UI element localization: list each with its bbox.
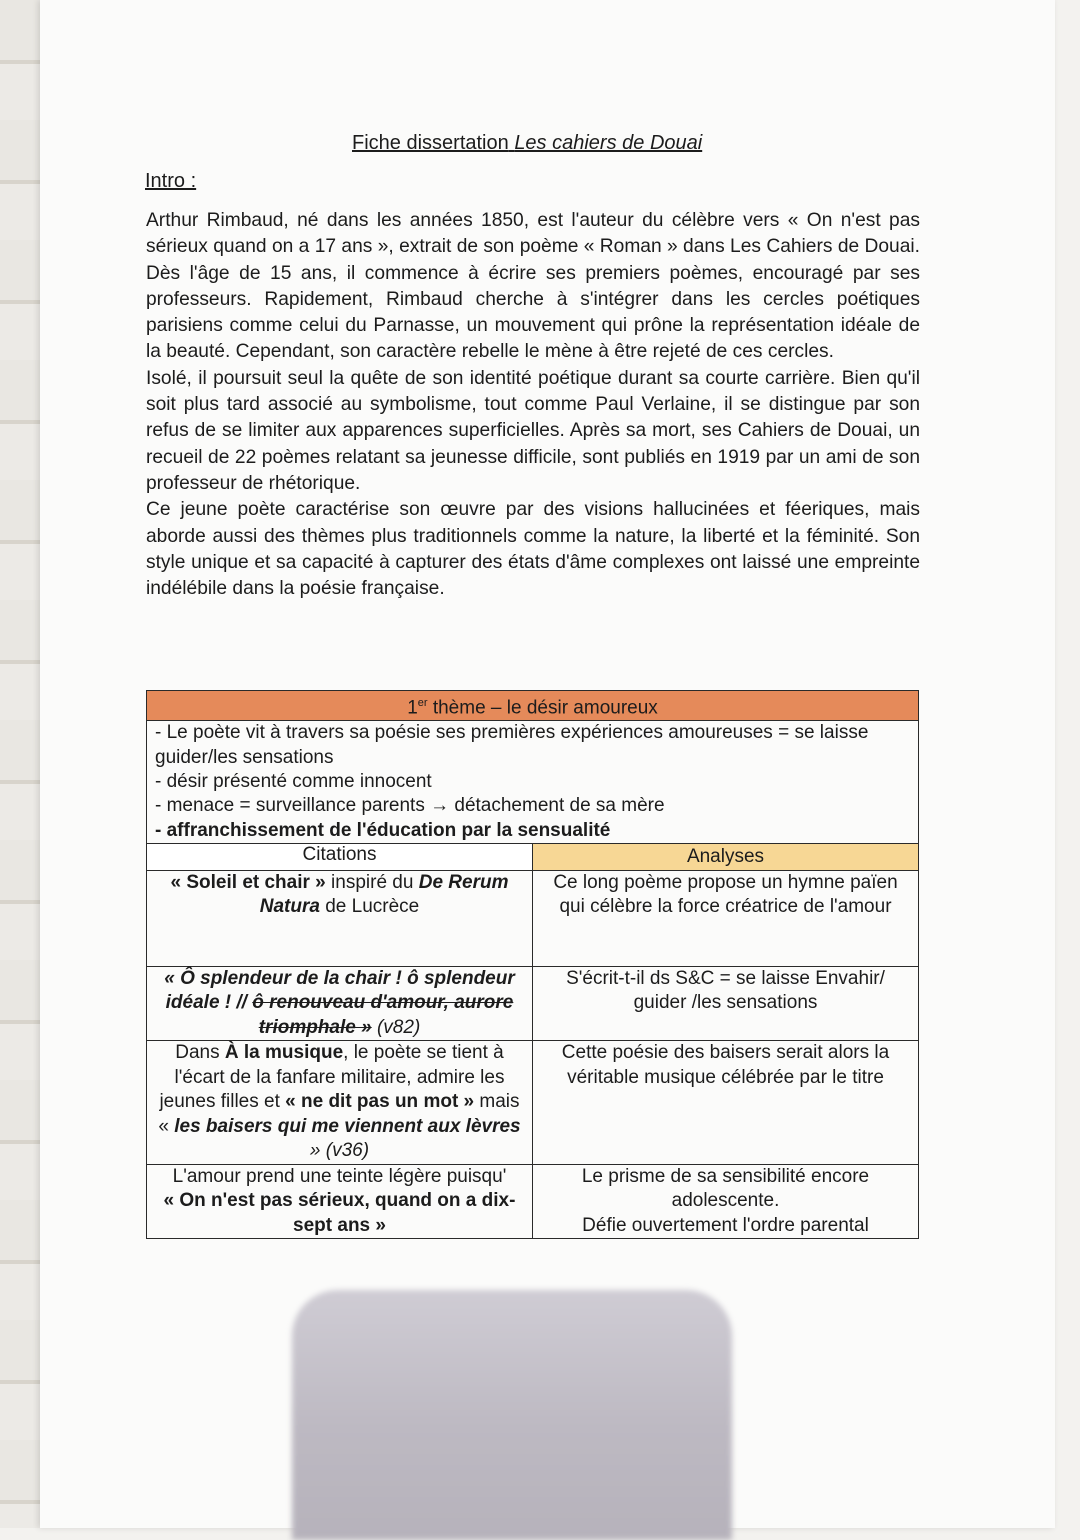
title-work: Les cahiers de Douai [514,132,703,154]
intro-text [146,208,920,602]
theme-header-row [147,691,919,721]
page-title [352,132,702,155]
citation-verse-ref: » (v36) [309,1140,370,1162]
analysis-text: Le prisme de sa sensibilité encore adolescente. [581,1165,870,1212]
table-row [147,966,919,1041]
column-header-row [147,843,919,870]
analysis-cell: S'écrit-t-il ds S&C = se laisse Envahir/ guider /les sensations [533,966,919,1041]
citation-quote: « Ô splendeur de la chair ! ô splendeur idéale ! // [164,967,515,1014]
intro-label: Intro : [145,170,197,192]
title-prefix: Fiche dissertation [352,132,509,154]
citation-quote-struck: ô renouveau d'amour, aurore triomphale » [252,992,514,1038]
column-header-citations: Citations [147,843,533,870]
bullet-item-bold: - affranchissement de l'éducation par la sensualité [155,819,611,841]
intro-paragraph: Ce jeune poète caractérise son œuvre par des visions hallucinées et féeriques, mais aborde aussi des thèmes plus traditionnels comme la nature, la liberté et la féminité. Son style unique et sa capacité à capturer des états d'âme complexes ont laissé une empreinte indélébile dans la poésie française. [146,499,920,600]
citation-verse-ref: (v82) [371,1016,421,1038]
citation-text: Dans [175,1042,225,1064]
photo-obstruction [292,1290,732,1540]
theme-number-suffix: er [417,697,428,709]
citation-cell [147,1164,533,1239]
table-row [147,870,919,966]
bullet-item: - menace = surveillance parents → détachement de sa mère [155,795,665,817]
citation-quote: les baisers qui me viennent aux lèvres [174,1115,521,1137]
intro-paragraph: Isolé, il poursuit seul la quête de son identité poétique durant sa courte carrière. Bien qu'il soit plus tard associé au symbolisme, tout comme Paul Verlaine, il se distingue par son refus de se limiter aux apparences superficielles. Après sa mort, ses Cahiers de Douai, un recueil de 22 poèmes relatant sa jeunesse difficile, sont publiés en 1919 par un ami de son professeur de rhétorique. [146,367,920,494]
bullet-item: - Le poète vit à travers sa poésie ses premières expériences amoureuses = se laisse guider/les sensations [155,722,869,768]
table-row [147,1164,919,1239]
bullet-item: - désir présenté comme innocent [155,770,432,792]
theme-table [146,690,919,1239]
theme-header [147,691,919,721]
citation-quote: « ne dit pas un mot » [285,1091,475,1113]
citation-work: De Rerum Natura [259,871,509,918]
citation-quote: « On n'est pas sérieux, quand on a dix-sept ans » [163,1190,516,1236]
citation-text: , le poète se tient à l'écart de la fanfare militaire, admire les jeunes filles et [159,1042,505,1113]
analysis-cell: Ce long poème propose un hymne païen qui célèbre la force créatrice de l'amour [533,870,919,966]
citation-text: de Lucrèce [319,896,420,918]
table-row [147,1041,919,1165]
analysis-cell: Cette poésie des baisers serait alors la véritable musique célébrée par le titre [533,1041,919,1165]
citation-cell [147,870,533,966]
column-header-analyses: Analyses [533,843,919,870]
intro-paragraph: Arthur Rimbaud, né dans les années 1850, est l'auteur du célèbre vers « On n'est pas sérieux quand on a 17 ans », extrait de son poème « Roman » dans Les Cahiers de Douai. Dès l'âge de 15 ans, il commence à écrire ses premiers poèmes, encouragé par ses professeurs. Rapidement, Rimbaud cherche à s'intégrer dans les cercles poétiques parisiens comme celui du Parnasse, un mouvement qui prône la représentation idéale de la beauté. Cependant, son caractère rebelle le mène à être rejeté de ces cercles. [146,210,920,363]
citation-cell [147,1041,533,1165]
analysis-cell [533,1164,919,1239]
theme-title: thème – le désir amoureux [427,697,658,719]
citation-text: L'amour prend une teinte légère puisqu' [172,1165,507,1187]
citation-text: mais « [158,1091,520,1137]
theme-summary [147,721,919,843]
citation-cell [147,966,533,1041]
citation-poem: À la musique [224,1042,344,1064]
binder-edge [0,0,40,1528]
citation-text: inspiré du [325,871,419,893]
theme-number: 1 [407,697,418,719]
analysis-text: Défie ouvertement l'ordre parental [582,1214,869,1236]
theme-summary-row [147,721,919,843]
citation-text: « Soleil et chair » [170,871,326,893]
